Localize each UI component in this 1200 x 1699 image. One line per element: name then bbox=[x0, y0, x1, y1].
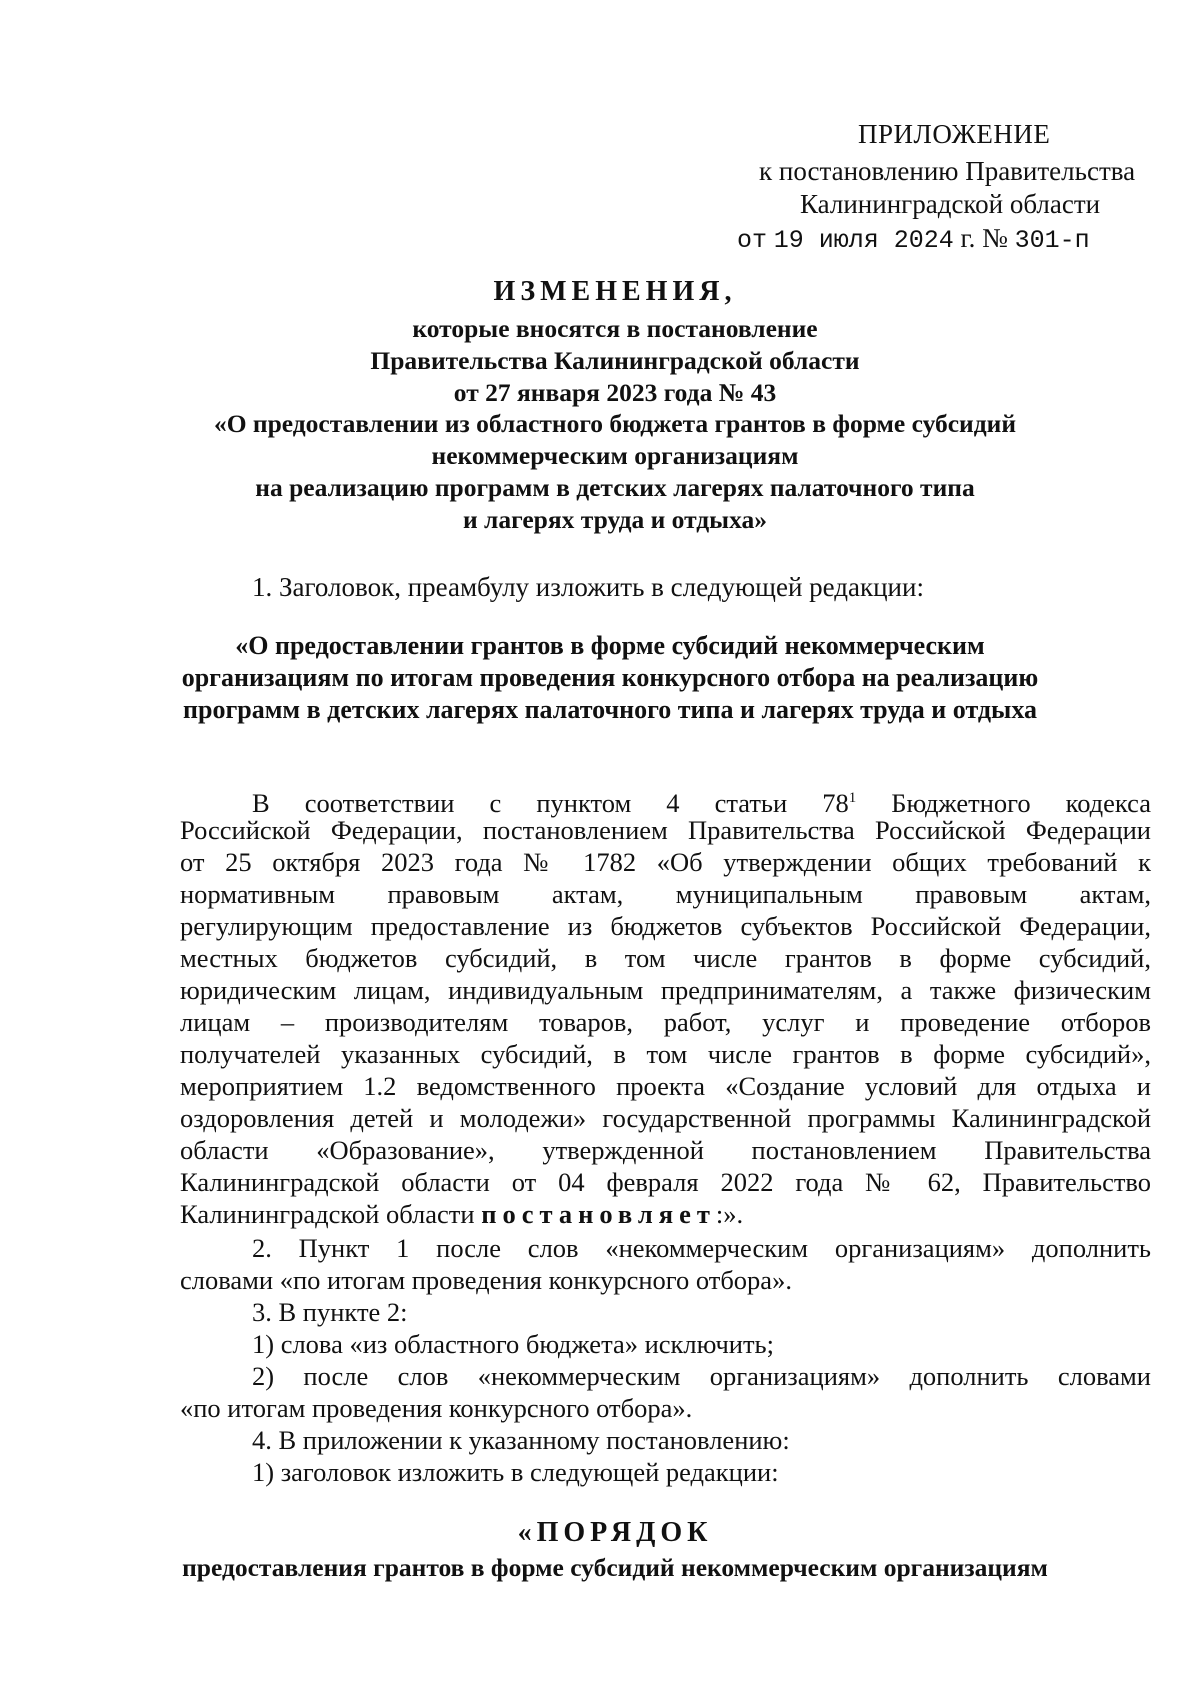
new-title-line: «О предоставлении грантов в форме субсидий некоммерческим bbox=[235, 631, 985, 660]
preamble-line: юридическим лицам, индивидуальным предпринимателям, а также физическим bbox=[180, 975, 1151, 1005]
preamble-line: от 25 октября 2023 года № 1782 «Об утверждении общих требований к bbox=[180, 847, 1151, 877]
item-3-2-line-1: 2) после слов «некоммерческим организациям» дополнить словами bbox=[252, 1361, 1151, 1391]
subtitle-line: некоммерческим организациям bbox=[431, 441, 799, 471]
appendix-title: ПРИЛОЖЕНИЕ bbox=[858, 119, 1051, 149]
preamble-paragraph bbox=[180, 782, 1151, 1230]
subtitle-line: которые вносятся в постановление bbox=[412, 314, 818, 343]
new-title-line: программ в детских лагерях палаточного типа и лагерях труда и отдыха bbox=[183, 695, 1037, 724]
appendix-date-handwritten: 19 июля 2024 bbox=[773, 226, 954, 255]
item-3: 3. В пункте 2: bbox=[252, 1297, 408, 1327]
preamble-line: регулирующим предоставление из бюджетов субъектов Российской Федерации, bbox=[180, 911, 1151, 941]
preamble-line: местных бюджетов субсидий, в том числе грантов в форме субсидий, bbox=[180, 943, 1151, 973]
document-title: ИЗМЕНЕНИЯ, bbox=[493, 276, 737, 307]
preamble-line: Калининградской области от 04 февраля 2022 года № 62, Правительство bbox=[180, 1167, 1151, 1197]
item-4-1: 1) заголовок изложить в следующей редакции: bbox=[252, 1457, 779, 1487]
preamble-line: получателей указанных субсидий, в том числе грантов в форме субсидий», bbox=[180, 1039, 1151, 1069]
subtitle-line: на реализацию программ в детских лагерях палаточного типа bbox=[255, 472, 975, 502]
appendix-year-suffix: г. bbox=[960, 223, 976, 253]
item-4: 4. В приложении к указанному постановлению: bbox=[252, 1425, 790, 1455]
preamble-line: лицам – производителям товаров, работ, услуг и проведение отборов bbox=[180, 1007, 1151, 1037]
new-title-quote bbox=[60, 630, 1160, 726]
item-3-2-line-2: «по итогам проведения конкурсного отбора». bbox=[180, 1393, 693, 1423]
amendment-items bbox=[180, 1232, 1151, 1488]
preamble-text: Калининградской области bbox=[180, 1199, 482, 1229]
appendix-date-prefix: от bbox=[737, 226, 768, 255]
order-title: «ПОРЯДОК bbox=[517, 1517, 713, 1548]
appendix-line-2: Калининградской области bbox=[800, 189, 1101, 219]
preamble-text: :». bbox=[715, 1199, 744, 1229]
item-3-1: 1) слова «из областного бюджета» исключить; bbox=[252, 1329, 774, 1359]
order-heading bbox=[60, 1515, 1170, 1585]
preamble-line: Российской Федерации, постановлением Правительства Российской Федерации bbox=[180, 815, 1151, 845]
item-2-line-1: 2. Пункт 1 после слов «некоммерческим организациям» дополнить bbox=[252, 1233, 1151, 1263]
resolves-word: постановляет bbox=[481, 1199, 716, 1229]
appendix-line-1: к постановлению Правительства bbox=[759, 156, 1136, 186]
subtitle-line: от 27 января 2023 года № 43 bbox=[453, 377, 777, 407]
preamble-line: нормативным правовым актам, муниципальным правовым актам, bbox=[180, 879, 1151, 909]
preamble-line: оздоровления детей и молодежи» государственной программы Калининградской bbox=[180, 1103, 1151, 1133]
preamble-text: В соответствии с пунктом 4 статьи 78 bbox=[252, 787, 849, 818]
item-2-line-2: словами «по итогам проведения конкурсного отбора». bbox=[180, 1265, 792, 1295]
preamble-line: области «Образование», утвержденной постановлением Правительства bbox=[180, 1135, 1151, 1165]
item-1-intro: 1. Заголовок, преамбулу изложить в следующей редакции: bbox=[252, 572, 924, 602]
new-title-line: организациям по итогам проведения конкурсного отбора на реализацию bbox=[181, 663, 1039, 692]
order-subtitle: предоставления грантов в форме субсидий некоммерческим организациям bbox=[182, 1553, 1048, 1582]
subtitle-line: «О предоставлении из областного бюджета грантов в форме субсидий bbox=[213, 409, 1017, 439]
subtitle-line: Правительства Калининградской области bbox=[370, 345, 860, 375]
preamble-line bbox=[180, 782, 1151, 818]
document-subtitle bbox=[60, 313, 1170, 536]
subtitle-line: и лагерях труда и отдыха» bbox=[462, 504, 768, 534]
appendix-number-prefix: № bbox=[982, 223, 1008, 253]
appendix-date-line bbox=[737, 222, 1090, 257]
preamble-last-line bbox=[180, 1198, 1151, 1230]
superscript: 1 bbox=[848, 790, 857, 806]
appendix-number-handwritten: 301-п bbox=[1014, 226, 1090, 255]
preamble-line: мероприятием 1.2 ведомственного проекта «Создание условий для отдыха и bbox=[180, 1071, 1151, 1101]
preamble-text: Бюджетного кодекса bbox=[856, 787, 1151, 818]
